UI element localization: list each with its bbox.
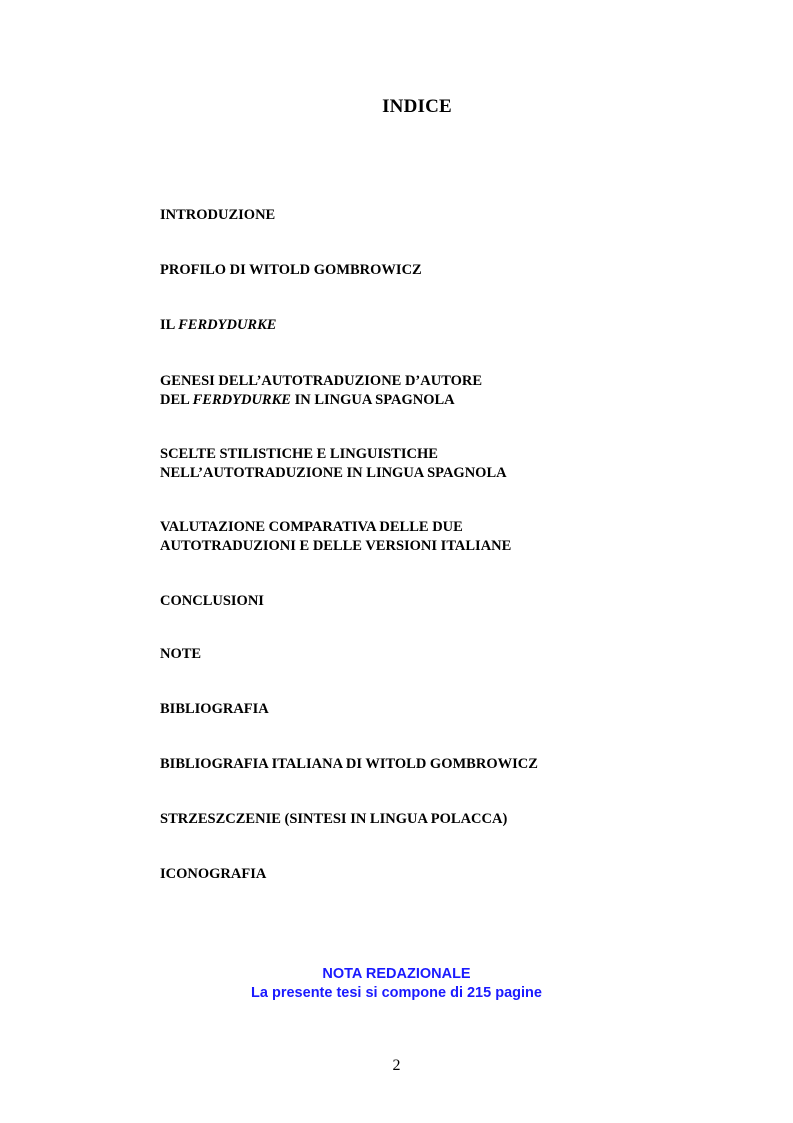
toc-entry bbox=[160, 645, 201, 664]
editorial-note-text: La presente tesi si compone di 215 pagine bbox=[251, 985, 542, 1001]
toc-entry-line bbox=[160, 645, 201, 664]
toc-entry-line bbox=[160, 518, 511, 537]
toc-entry-title-italic: FERDYDURKE bbox=[178, 317, 277, 333]
toc-entry-line bbox=[160, 755, 538, 774]
toc-entry bbox=[160, 261, 422, 280]
toc-entry bbox=[160, 810, 507, 829]
toc-entry-line bbox=[160, 206, 275, 225]
toc-entry-line bbox=[160, 537, 511, 556]
toc-entry bbox=[160, 206, 275, 225]
toc-entry-line bbox=[160, 372, 482, 391]
toc-entry bbox=[160, 518, 511, 556]
toc-entry-text: CONCLUSIONI bbox=[160, 593, 264, 609]
toc-entry bbox=[160, 755, 538, 774]
toc-entry bbox=[160, 445, 507, 483]
page-title: INDICE bbox=[382, 96, 452, 117]
toc-entry-line bbox=[160, 445, 507, 464]
toc-entry-text: AUTOTRADUZIONI E DELLE VERSIONI ITALIANE bbox=[160, 538, 512, 554]
toc-entry bbox=[160, 372, 482, 410]
toc-entry-text: INTRODUZIONE bbox=[160, 207, 276, 223]
toc-entry-text: NOTE bbox=[160, 646, 202, 662]
toc-entry-text: STRZESZCZENIE (SINTESI IN LINGUA POLACCA) bbox=[160, 811, 508, 827]
toc-entry-text: IL bbox=[160, 317, 179, 333]
page-number: 2 bbox=[392, 1057, 401, 1074]
toc-entry bbox=[160, 700, 269, 719]
toc-entry-text: BIBLIOGRAFIA ITALIANA DI WITOLD GOMBROWICZ bbox=[160, 756, 538, 772]
toc-entry-line bbox=[160, 592, 264, 611]
editorial-note bbox=[0, 965, 793, 1003]
toc-entry-text: VALUTAZIONE COMPARATIVA DELLE DUE bbox=[160, 519, 463, 535]
toc-entry bbox=[160, 316, 276, 335]
toc-entry-text: BIBLIOGRAFIA bbox=[160, 701, 269, 717]
toc-entry-line bbox=[160, 700, 269, 719]
toc-entry-text: GENESI DELL’AUTOTRADUZIONE D’AUTORE bbox=[160, 373, 483, 389]
toc-entry-text: PROFILO DI WITOLD GOMBROWICZ bbox=[160, 262, 422, 278]
toc-entry-line bbox=[160, 810, 507, 829]
editorial-note-heading: NOTA REDAZIONALE bbox=[322, 966, 471, 982]
toc-entry bbox=[160, 592, 264, 611]
toc-entry bbox=[160, 865, 266, 884]
toc-entry-text: IN LINGUA SPAGNOLA bbox=[290, 392, 455, 408]
toc-entry-text: DEL bbox=[160, 392, 193, 408]
toc-entry-text: ICONOGRAFIA bbox=[160, 866, 267, 882]
toc-entry-line bbox=[160, 261, 422, 280]
toc-entry-title-italic: FERDYDURKE bbox=[192, 392, 291, 408]
toc-entry-text: NELL’AUTOTRADUZIONE IN LINGUA SPAGNOLA bbox=[160, 465, 507, 481]
toc-entry-line bbox=[160, 391, 482, 410]
toc-entry-text: SCELTE STILISTICHE E LINGUISTICHE bbox=[160, 446, 438, 462]
toc-entry-line bbox=[160, 865, 266, 884]
toc-entry-line bbox=[160, 316, 276, 335]
toc-entry-line bbox=[160, 464, 507, 483]
